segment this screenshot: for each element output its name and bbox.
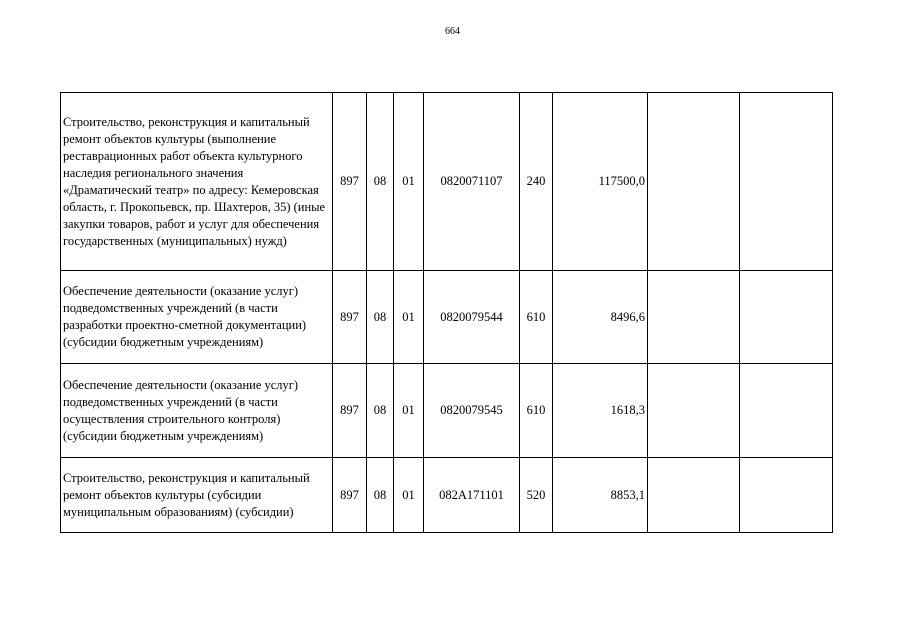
- empty-cell: [648, 271, 740, 364]
- table-row: [61, 364, 833, 458]
- ministry-code-cell: 897: [333, 458, 367, 533]
- row-name-cell: Строительство, реконструкция и капитальный ремонт объектов культуры (субсидии муниципальным образованиям) (субсидии): [61, 458, 333, 533]
- empty-cell: [740, 93, 833, 271]
- ministry-code-cell: 897: [333, 93, 367, 271]
- section-code-cell: 08: [367, 93, 394, 271]
- section-code-cell: 08: [367, 364, 394, 458]
- expense-type-cell: 610: [520, 271, 553, 364]
- budget-table: [60, 92, 833, 533]
- empty-cell: [648, 364, 740, 458]
- empty-cell: [740, 364, 833, 458]
- ministry-code-cell: 897: [333, 364, 367, 458]
- row-name-cell: Обеспечение деятельности (оказание услуг) подведомственных учреждений (в части осуществления строительного контроля) (субсидии бюджетным учреждениям): [61, 364, 333, 458]
- row-name-cell: Обеспечение деятельности (оказание услуг) подведомственных учреждений (в части разработки проектно-сметной документации) (субсидии бюджетным учреждениям): [61, 271, 333, 364]
- target-article-cell: 0820079545: [424, 364, 520, 458]
- target-article-cell: 0820079544: [424, 271, 520, 364]
- target-article-cell: 0820071107: [424, 93, 520, 271]
- subsection-code-cell: 01: [394, 271, 424, 364]
- empty-cell: [648, 458, 740, 533]
- expense-type-cell: 240: [520, 93, 553, 271]
- section-code-cell: 08: [367, 458, 394, 533]
- empty-cell: [740, 271, 833, 364]
- table-row: [61, 93, 833, 271]
- expense-type-cell: 520: [520, 458, 553, 533]
- subsection-code-cell: 01: [394, 458, 424, 533]
- ministry-code-cell: 897: [333, 271, 367, 364]
- amount-cell: 8496,6: [553, 271, 648, 364]
- table-row: [61, 271, 833, 364]
- amount-cell: 117500,0: [553, 93, 648, 271]
- subsection-code-cell: 01: [394, 93, 424, 271]
- section-code-cell: 08: [367, 271, 394, 364]
- expense-type-cell: 610: [520, 364, 553, 458]
- table-row: [61, 458, 833, 533]
- empty-cell: [740, 458, 833, 533]
- amount-cell: 1618,3: [553, 364, 648, 458]
- page-number: 664: [445, 26, 460, 37]
- row-name-cell: Строительство, реконструкция и капитальный ремонт объектов культуры (выполнение реставрационных работ объекта культурного наследия регионального значения «Драматический театр» по адресу: Кемеровская область, г. Прокопьевск, пр. Шахтеров, 35) (иные закупки товаров, работ и услуг для обеспечения государственных (муниципальных) нужд): [61, 93, 333, 271]
- empty-cell: [648, 93, 740, 271]
- target-article-cell: 082A171101: [424, 458, 520, 533]
- subsection-code-cell: 01: [394, 364, 424, 458]
- amount-cell: 8853,1: [553, 458, 648, 533]
